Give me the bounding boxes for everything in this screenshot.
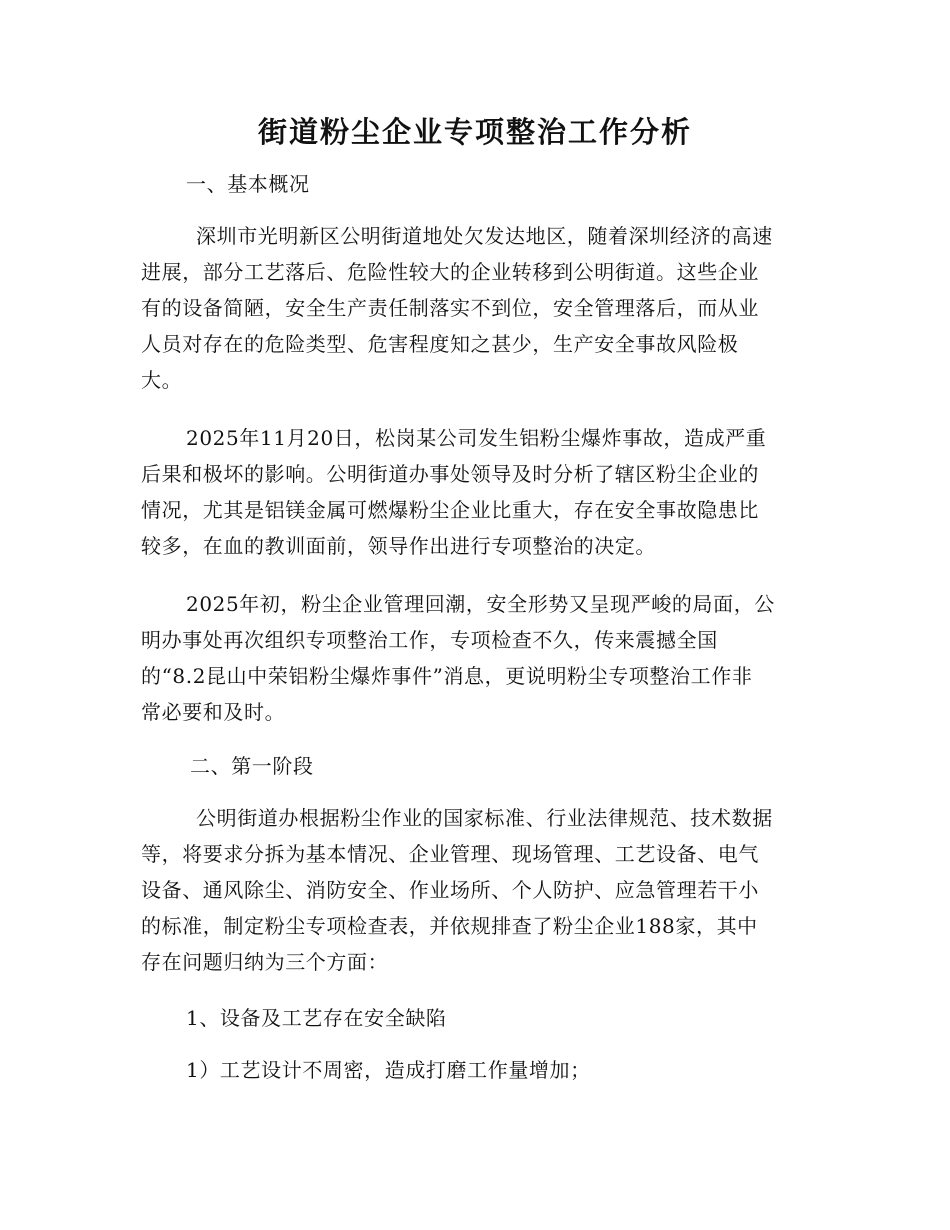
paragraph-line: 明办事处再次组织专项整治工作，专项检查不久，传来震撼全国 xyxy=(141,628,718,652)
paragraph-line: 公明街道办根据粉尘作业的国家标准、行业法律规范、技术数据 xyxy=(196,806,773,830)
paragraph-line: 人员对存在的危险类型、危害程度知之甚少，生产安全事故风险极 xyxy=(141,332,739,356)
paragraph-line: 大。 xyxy=(141,368,183,392)
paragraph-line: 有的设备简陋，安全生产责任制落实不到位，安全管理落后，而从业 xyxy=(141,296,759,320)
paragraph-line: 深圳市光明新区公明街道地处欠发达地区，随着深圳经济的高速 xyxy=(196,224,773,248)
paragraph-line: 存在问题归纳为三个方面： xyxy=(141,950,389,974)
document-title: 街道粉尘企业专项整治工作分析 xyxy=(257,115,692,149)
paragraph-line: 的标准，制定粉尘专项检查表，并依规排查了粉尘企业188家，其中 xyxy=(141,914,758,938)
paragraph-line: 设备、通风除尘、消防安全、作业场所、个人防护、应急管理若干小 xyxy=(141,878,759,902)
paragraph-line: 2025年初，粉尘企业管理回潮，安全形势又呈现严峻的局面，公 xyxy=(186,592,775,616)
list-item: 1）工艺设计不周密，造成打磨工作量增加； xyxy=(186,1058,591,1082)
paragraph-line: 较多，在血的教训面前，领导作出进行专项整治的决定。 xyxy=(141,534,656,558)
paragraph-line: 的“8.2昆山中荣铝粉尘爆炸事件”消息，更说明粉尘专项整治工作非 xyxy=(141,664,753,688)
paragraph-line: 后果和极坏的影响。公明街道办事处领导及时分析了辖区粉尘企业的 xyxy=(141,462,759,486)
paragraph-line: 情况，尤其是铝镁金属可燃爆粉尘企业比重大，存在安全事故隐患比 xyxy=(141,498,759,522)
paragraph-line: 等，将要求分拆为基本情况、企业管理、现场管理、工艺设备、电气 xyxy=(141,842,759,866)
paragraph-line: 进展，部分工艺落后、危险性较大的企业转移到公明街道。这些企业 xyxy=(141,260,759,284)
section-heading: 二、第一阶段 xyxy=(190,754,314,778)
subheading: 1、设备及工艺存在安全缺陷 xyxy=(186,1006,447,1030)
paragraph-line: 常必要和及时。 xyxy=(141,700,286,724)
paragraph-line: 2025年11月20日，松岗某公司发生铝粉尘爆炸事故，造成严重 xyxy=(186,426,767,450)
section-heading: 一、基本概况 xyxy=(186,172,310,196)
